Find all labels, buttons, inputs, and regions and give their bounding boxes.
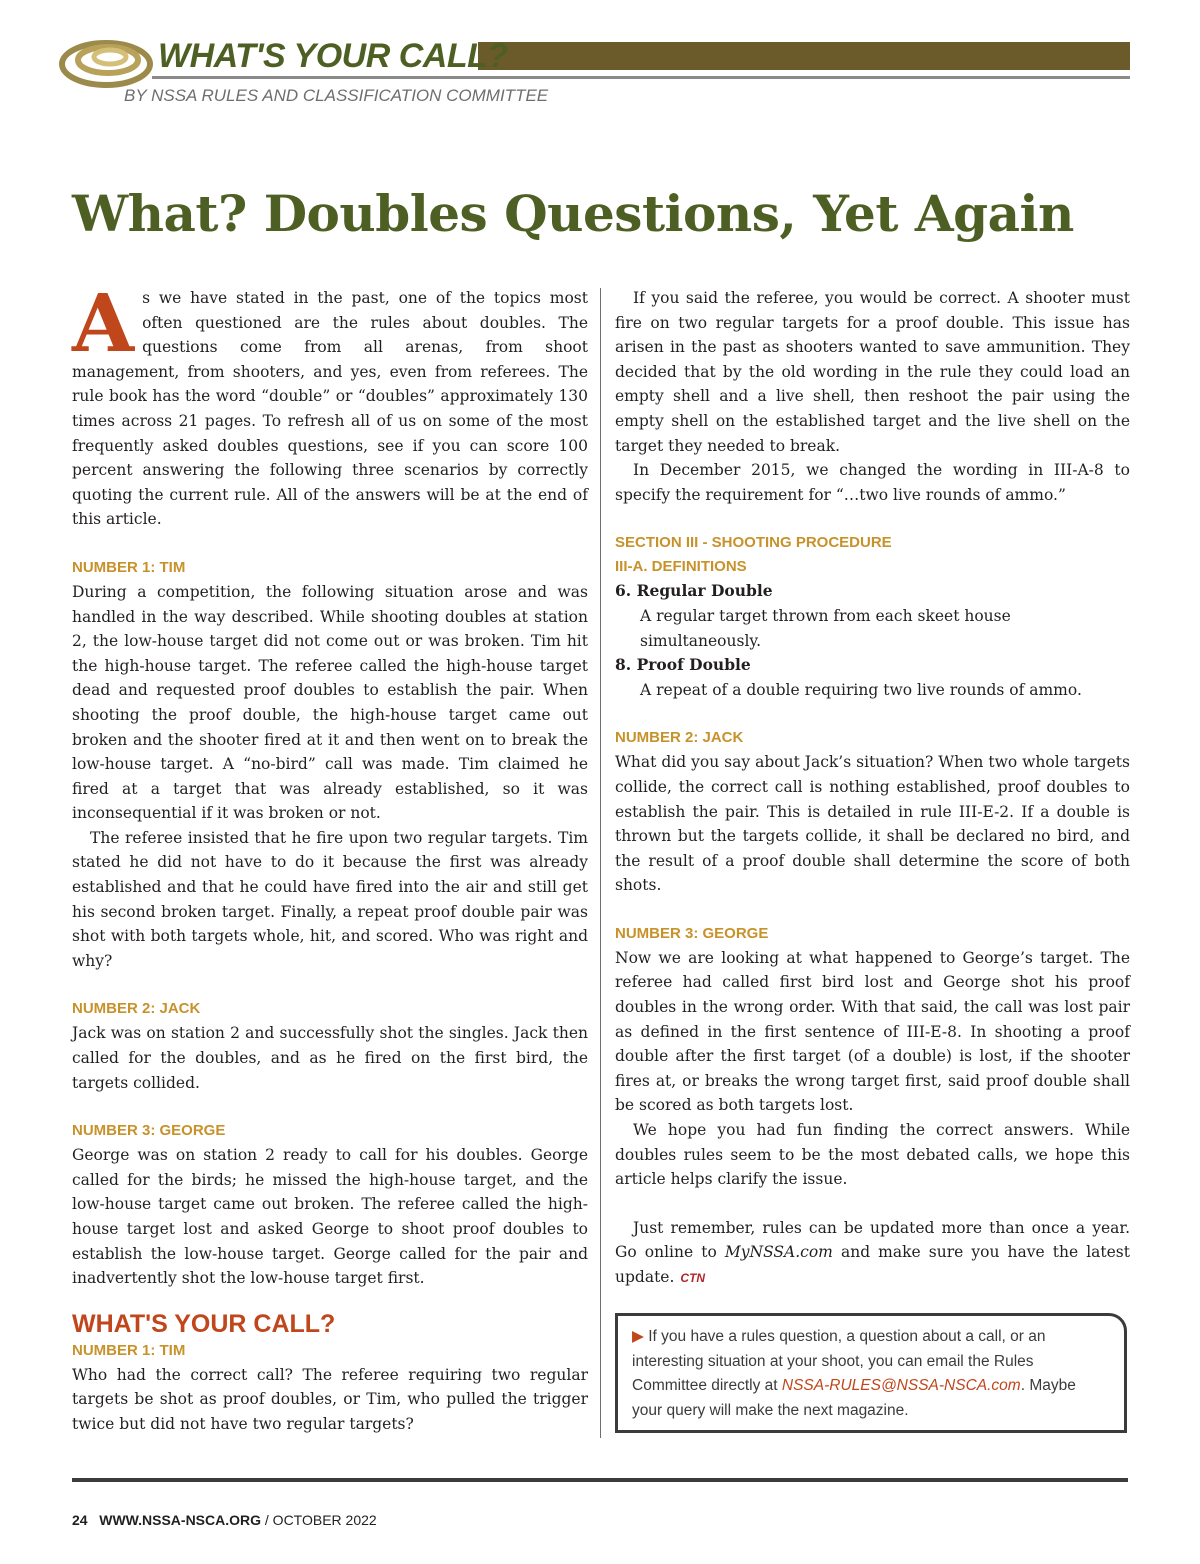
rules-question-callout: [615, 1313, 1127, 1433]
closing-paragraph: [615, 1216, 1130, 1291]
callout-text: . Maybe your query will make the next magazine.: [632, 1377, 1076, 1419]
answer-tim-paragraph: Who had the correct call? The referee requiring two regular targets be shot as proof doubles, or Tim, who pulled the trigger twice but did not have two regular targets?: [72, 1365, 588, 1433]
drop-cap: A: [72, 276, 135, 370]
definition-number: 8.: [615, 655, 632, 675]
answer-jack-paragraph: What did you say about Jack’s situation? When two whole targets collide, the correct call is nothing established, proof doubles to establish the pair. This is detailed in rule III-E-2. If a double is thrown but the targets collide, it shall be declared no bird, and the result of a proof double shall determine the score of both shots.: [615, 753, 1130, 895]
section-header: [58, 30, 1130, 110]
header-bar: [478, 42, 1130, 70]
section-title: WHAT'S YOUR CALL?: [158, 37, 508, 75]
intro-paragraph: [72, 276, 588, 532]
definition-item: [615, 653, 1130, 702]
page-number: 24: [72, 1512, 88, 1528]
footer-rule: [72, 1478, 1128, 1482]
triangle-right-icon: ▶: [632, 1328, 644, 1345]
email-link[interactable]: NSSA-RULES@NSSA-NSCA.com: [781, 1377, 1021, 1394]
answer-tim-paragraph: In December 2015, we changed the wording in III-A-8 to specify the requirement for “…two live rounds of ammo.”: [615, 461, 1130, 504]
answer-tim-paragraph: If you said the referee, you would be correct. A shooter must fire on two regular targets for a proof double. This issue has arisen in the past as shooters wanted to save ammunition. They decided that by the old wording in the rule they could load an empty shell and a live shell, then reshoot the pair using the empty shell on the established target and the live shell on the target they needed to break.: [615, 289, 1130, 455]
scenario-george-heading: NUMBER 3: GEORGE: [72, 1122, 226, 1140]
scenario-tim-paragraph: During a competition, the following situation arose and was handled in the way described. While shooting doubles at station 2, the low-house target did not come out or was broken. Tim hit the high-house target. The referee called the high-house target dead and requested proof doubles to establish the pair. When shooting the proof double, the high-house target came out broken and the shooter fired at it and then went on to break the low-house target. A “no-bird” call was made. Tim claimed he fired at a target that was already established, so it was inconsequential if it was broken or not.: [72, 582, 588, 823]
site-link[interactable]: MyNSSA.com: [724, 1243, 833, 1262]
definition-body: A regular target thrown from each skeet house simultaneously.: [640, 606, 1011, 650]
rule-subsection-heading: III-A. DEFINITIONS: [615, 558, 747, 576]
definition-number: 6.: [615, 581, 632, 601]
definition-body: A repeat of a double requiring two live rounds of ammo.: [640, 680, 1082, 699]
answer-tim-heading: NUMBER 1: TIM: [72, 1341, 186, 1359]
callout-text: If you have a rules question, a question about a call, or an interesting situation at your shoot, you can email the Rules Committee directly at: [632, 1328, 1046, 1394]
page-footer: [72, 1512, 377, 1528]
closing-text: and make sure you have the latest update.: [615, 1243, 1130, 1286]
ctn-end-mark: CTN: [680, 1271, 706, 1285]
closing-text: Just remember, rules can be updated more than once a year. Go online to: [615, 1218, 1130, 1262]
column-divider: [600, 288, 601, 1438]
definition-title: Proof Double: [636, 655, 751, 675]
scenario-jack-heading: NUMBER 2: JACK: [72, 1000, 201, 1018]
definition-title: Regular Double: [636, 581, 773, 601]
answer-george-paragraph: Now we are looking at what happened to George’s target. The referee had called first bird lost and George shot his proof doubles in the wrong order. With that said, the call was lost pair as defined in the first sentence of III-E-8. In shooting a proof double after the first target (of a double) is lost, if the shooter fires at, or breaks the wrong target first, said proof double shall be scored as both targets lost.: [615, 948, 1130, 1115]
scenario-george-paragraph: George was on station 2 ready to call for his doubles. George called for the birds; he missed the high-house target, and the low-house target came out broken. The referee called the high-house target lost and asked George to shoot proof doubles to establish the low-house target. George called for the pair and inadvertently shot the low-house target first.: [72, 1146, 588, 1288]
right-column: [615, 286, 1130, 1291]
left-column: [72, 276, 588, 1437]
intro-text: s we have stated in the past, one of the topics most often questioned are the rules about doubles. The questions come from all arenas, from shoot management, from shooters, and yes, even from referees. The rule book has the word “double” or “doubles” approximately 130 times across 21 pages. To refresh all of us on some of the most frequently asked doubles questions, see if you can score 100 percent answering the following three scenarios by correctly quoting the current rule. All of the answers will be at the end of this article.: [72, 289, 588, 529]
header-rule: [152, 76, 1130, 79]
answers-heading: WHAT'S YOUR CALL?: [72, 1309, 336, 1338]
byline: BY NSSA RULES AND CLASSIFICATION COMMITTEE: [124, 86, 549, 105]
definition-item: [615, 579, 1130, 653]
answer-george-paragraph: We hope you had fun finding the correct answers. While doubles rules seem to be the most debated calls, we hope this article helps clarify the issue.: [615, 1121, 1130, 1189]
scenario-tim-heading: NUMBER 1: TIM: [72, 558, 186, 576]
clay-target-logo-icon: [58, 34, 154, 90]
scenario-tim-paragraph: The referee insisted that he fire upon two regular targets. Tim stated he did not have to do it because the first was already established and that he could have fired into the air and still get his second broken target. Finally, a repeat proof double pair was shot with both targets whole, hit, and scored. Who was right and why?: [72, 828, 588, 970]
footer-site[interactable]: WWW.NSSA-NSCA.ORG: [99, 1512, 262, 1528]
article-headline: What? Doubles Questions, Yet Again: [72, 184, 1074, 243]
footer-issue: / OCTOBER 2022: [261, 1512, 377, 1528]
scenario-jack-paragraph: Jack was on station 2 and successfully shot the singles. Jack then called for the doubles, and as he fired on the first bird, the targets collided.: [72, 1024, 588, 1092]
answer-jack-heading: NUMBER 2: JACK: [615, 729, 744, 747]
answer-george-heading: NUMBER 3: GEORGE: [615, 924, 769, 942]
rule-section-heading: SECTION III - SHOOTING PROCEDURE: [615, 534, 892, 552]
